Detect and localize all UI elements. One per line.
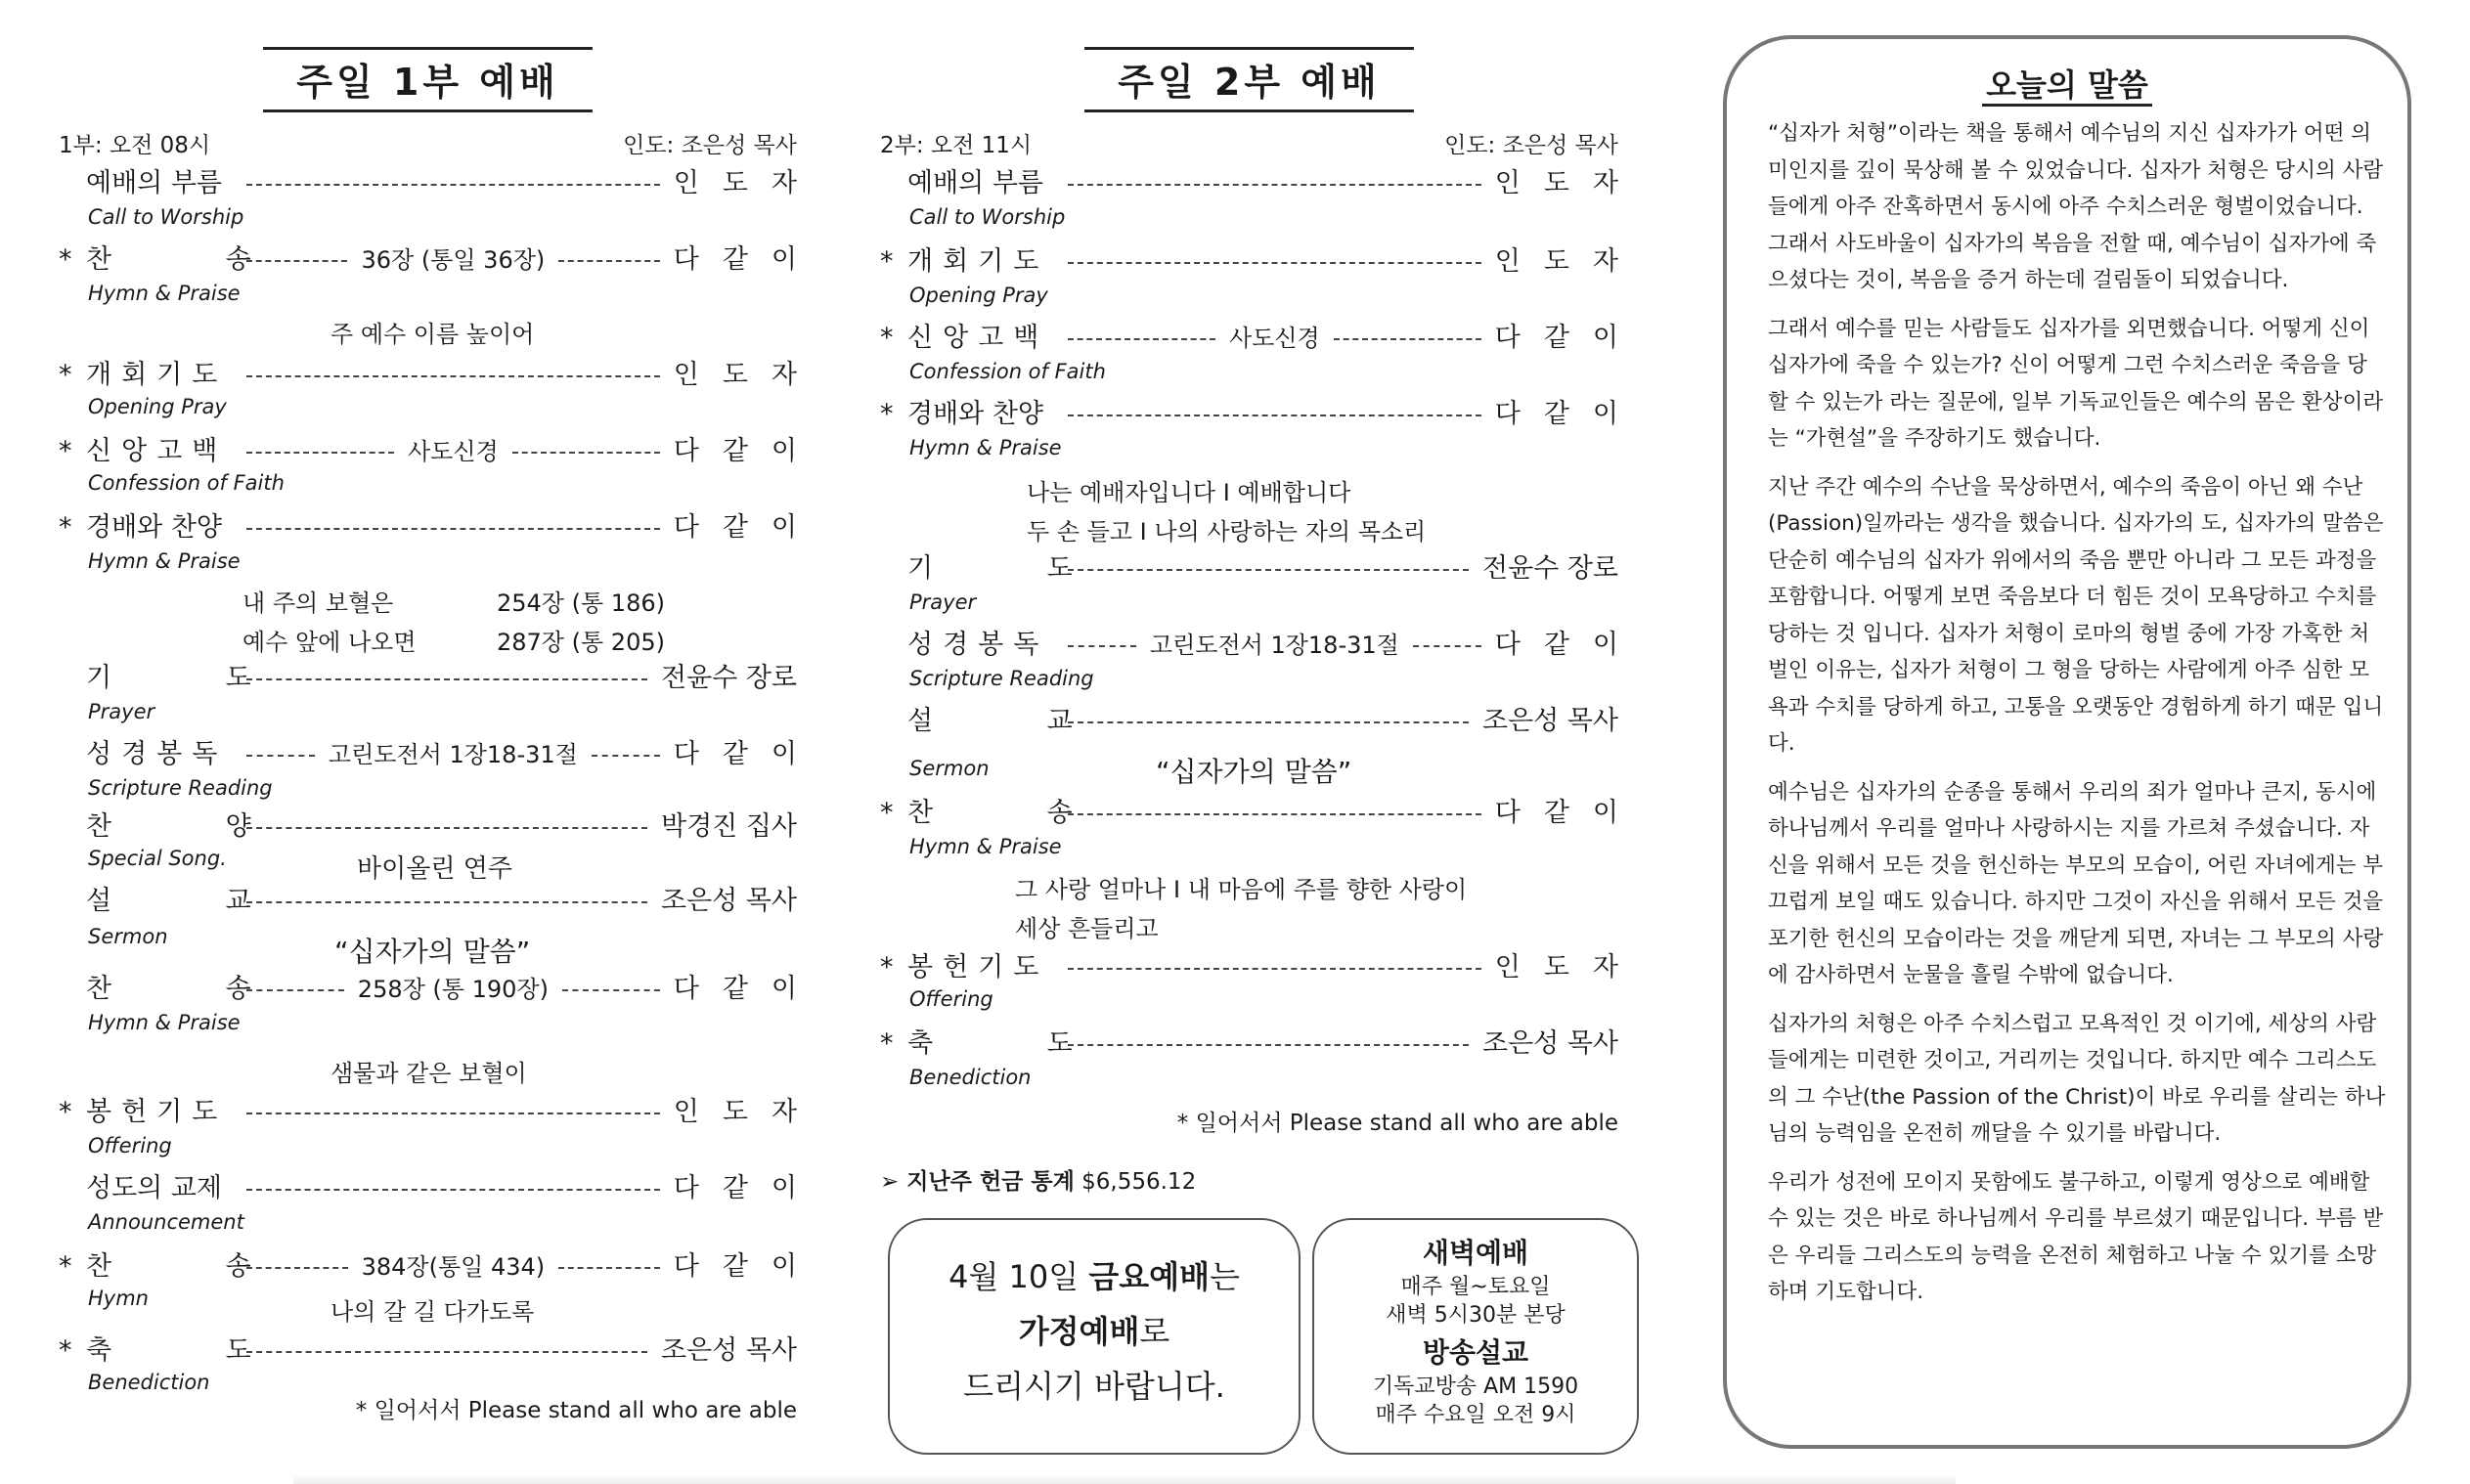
order-item-english: Offering bbox=[909, 987, 993, 1011]
stand-marker: * bbox=[59, 1251, 72, 1282]
service1-meta bbox=[59, 127, 797, 159]
service2-praise1: 나는 예배자입니다 I 예배합니다 bbox=[1027, 479, 1351, 506]
order-item bbox=[59, 807, 797, 847]
order-item-label: 찬 송 bbox=[86, 974, 304, 1004]
order-item-leader: 인도자 bbox=[673, 168, 820, 198]
order-item-english: Scripture Reading bbox=[909, 667, 1094, 690]
order-item-english: Confession of Faith bbox=[909, 360, 1106, 383]
stand-marker bbox=[880, 626, 907, 665]
order-item-leader: 인도자 bbox=[1494, 168, 1642, 198]
service1-stand-note: * 일어서서 Please stand all who are able bbox=[355, 1398, 797, 1423]
leader-dashes bbox=[246, 659, 647, 680]
stand-marker bbox=[880, 164, 907, 203]
word-paragraph: “십자가 처형”이라는 책을 통해서 예수님의 지신 십자가가 어떤 의미인지를 깊이 묵상해 볼 수 있었습니다. 십자가 처형은 당시의 사람들에게 아주 잔혹하면서 동시에 아주 수치스러운 형벌이었습니다. 그래서 사도바울이 십자가의 복음을 전할 때, 예수님이 십자가에 죽으셨다는 것이, 복음을 증거 하는데 걸림돌이 되었습니다. bbox=[1768, 121, 2384, 292]
dawn-line2: 새벽 5시30분 본당 bbox=[1386, 1303, 1566, 1328]
order-item bbox=[880, 319, 1642, 358]
order-item-english: Hymn bbox=[88, 1287, 149, 1310]
order-item-label: 봉헌기도 bbox=[86, 1097, 228, 1127]
leader-dashes bbox=[246, 882, 647, 903]
broadcast-line1: 기독교방송 AM 1590 bbox=[1372, 1375, 1579, 1399]
leader-dashes bbox=[246, 432, 394, 454]
order-item-label: 경배와 찬양 bbox=[907, 399, 1043, 429]
stand-marker bbox=[59, 164, 86, 203]
order-item bbox=[59, 1247, 820, 1287]
order-item bbox=[59, 735, 820, 774]
service2-leader: 인도: 조은성 목사 bbox=[1444, 133, 1618, 158]
order-item-english: Prayer bbox=[88, 700, 155, 723]
leader-dashes bbox=[1068, 702, 1469, 723]
service1-sermon-title: “십자가의 말씀” bbox=[334, 936, 531, 968]
order-item-english: Sermon bbox=[909, 757, 990, 780]
order-item-english: Confession of Faith bbox=[88, 471, 285, 495]
order-item-detail: 384장(통일 434) bbox=[361, 1253, 546, 1281]
todays-word-title: 오늘의 말씀 bbox=[1727, 61, 2407, 106]
order-item-leader: 인도자 bbox=[673, 1097, 820, 1127]
order-item bbox=[59, 432, 820, 471]
order-item-detail: 사도신경 bbox=[1229, 325, 1320, 352]
order-item bbox=[880, 164, 1642, 203]
order-item-label: 예배의 부름 bbox=[86, 168, 222, 198]
service1-leader: 인도: 조은성 목사 bbox=[623, 133, 797, 158]
offering-stats bbox=[880, 1163, 1196, 1196]
order-item-leader: 다같이 bbox=[673, 1251, 820, 1282]
service1-hymn1-title: 주 예수 이름 높이어 bbox=[331, 321, 535, 348]
order-item bbox=[59, 882, 797, 921]
leader-dashes bbox=[1068, 395, 1481, 416]
notice-line3: 드리시기 바랍니다. bbox=[963, 1368, 1225, 1405]
service2-hymn1: 그 사랑 얼마나 I 내 마음에 주를 향한 사랑이 bbox=[1015, 876, 1468, 903]
stand-marker bbox=[880, 549, 907, 589]
service1-hymn2-title: 샘물과 같은 보혈이 bbox=[331, 1060, 527, 1087]
order-item-english: Prayer bbox=[909, 590, 977, 614]
leader-dashes bbox=[246, 1331, 647, 1353]
order-item bbox=[880, 395, 1642, 434]
order-item-label: 찬 송 bbox=[86, 244, 304, 275]
order-item-leader: 다같이 bbox=[1494, 323, 1642, 353]
order-item-label: 성도의 교제 bbox=[86, 1173, 222, 1203]
order-item-leader: 인도자 bbox=[1494, 952, 1642, 982]
order-item-label: 봉헌기도 bbox=[907, 952, 1049, 982]
order-item-english: Hymn & Praise bbox=[88, 282, 241, 305]
order-item-label: 설 교 bbox=[86, 886, 304, 916]
service2-hymn2: 세상 흔들리고 bbox=[1015, 915, 1159, 942]
service2-title: 주일 2부 예배 bbox=[880, 47, 1618, 112]
leader-dashes bbox=[592, 735, 660, 757]
order-item-label: 찬 양 bbox=[86, 811, 304, 842]
order-item-leader: 인도자 bbox=[1494, 246, 1642, 277]
leader-dashes bbox=[1068, 319, 1215, 340]
leader-dashes bbox=[1068, 549, 1469, 571]
order-item-english: Call to Worship bbox=[88, 205, 244, 229]
service1-praise-song2: 예수 앞에 나오면 bbox=[243, 629, 417, 656]
order-item bbox=[880, 948, 1642, 987]
stand-marker: * bbox=[59, 512, 72, 543]
stand-marker: * bbox=[880, 246, 894, 277]
leader-dashes bbox=[1068, 242, 1481, 264]
leader-dashes bbox=[246, 508, 660, 530]
stand-marker bbox=[59, 735, 86, 774]
stand-marker bbox=[59, 807, 86, 847]
service2-sermon-title: “십자가의 말씀” bbox=[1156, 756, 1352, 788]
leader-dashes bbox=[558, 1247, 660, 1269]
service1-praise-num2: 287장 (통 205) bbox=[497, 629, 665, 656]
order-item-leader: 조은성 목사 bbox=[1482, 706, 1618, 736]
order-item-label: 성경봉독 bbox=[907, 630, 1049, 660]
order-item bbox=[880, 549, 1618, 589]
order-item-label: 축 도 bbox=[907, 1028, 1125, 1059]
order-item-leader: 다같이 bbox=[1494, 798, 1642, 828]
order-item-label: 기 도 bbox=[907, 553, 1125, 584]
order-item-leader: 다같이 bbox=[1494, 399, 1642, 429]
stand-marker: * bbox=[59, 244, 72, 275]
order-item-label: 성경봉독 bbox=[86, 739, 228, 769]
order-item-leader: 전윤수 장로 bbox=[661, 663, 797, 693]
order-item-leader: 다같이 bbox=[673, 436, 820, 466]
order-item bbox=[59, 508, 820, 547]
order-item bbox=[880, 626, 1642, 665]
order-item-english: Announcement bbox=[88, 1210, 244, 1234]
order-item bbox=[59, 356, 820, 395]
order-item-leader: 전윤수 장로 bbox=[1482, 553, 1618, 584]
stand-marker: * bbox=[59, 436, 72, 466]
offering-label: ➢ 지난주 헌금 통계 bbox=[880, 1169, 1075, 1195]
order-item bbox=[59, 970, 820, 1009]
order-item bbox=[59, 1093, 820, 1132]
stand-marker: * bbox=[59, 1097, 72, 1127]
page-bottom-edge bbox=[293, 1476, 1956, 1484]
stand-marker: * bbox=[59, 360, 72, 390]
todays-word-body bbox=[1768, 115, 2386, 1323]
order-item-leader: 인도자 bbox=[673, 360, 820, 390]
leader-dashes bbox=[246, 356, 660, 377]
leader-dashes bbox=[1068, 626, 1136, 647]
stand-marker: * bbox=[59, 1335, 72, 1366]
order-item-english: Opening Pray bbox=[909, 284, 1048, 307]
stand-marker: * bbox=[880, 952, 894, 982]
order-item-detail: 36장 (통일 36장) bbox=[361, 246, 546, 274]
order-item-leader: 조은성 목사 bbox=[1482, 1028, 1618, 1059]
order-item-label: 기 도 bbox=[86, 663, 304, 693]
leader-dashes bbox=[246, 240, 347, 262]
order-item-english: Hymn & Praise bbox=[88, 549, 241, 573]
stand-marker: * bbox=[880, 323, 894, 353]
order-item-label: 신앙고백 bbox=[907, 323, 1049, 353]
leader-dashes bbox=[558, 240, 659, 262]
order-item-english: Offering bbox=[88, 1134, 172, 1157]
stand-marker bbox=[59, 970, 86, 1009]
order-item-english: Scripture Reading bbox=[88, 776, 273, 800]
broadcast-title: 방송설교 bbox=[1422, 1336, 1529, 1369]
order-item-detail: 고린도전서 1장18-31절 bbox=[328, 741, 578, 768]
order-item bbox=[880, 794, 1642, 833]
todays-word-panel bbox=[1723, 35, 2411, 1449]
broadcast-line2: 매주 수요일 오전 9시 bbox=[1375, 1403, 1576, 1427]
friday-notice-box bbox=[888, 1218, 1301, 1455]
word-paragraph: 지난 주간 예수의 수난을 묵상하면서, 예수의 죽음이 아닌 왜 수난(Passion)일까라는 생각을 했습니다. 십자가의 도, 십자가의 말씀은 단순히 예수님의 십자가 위에서의 죽음 뿐만 아니라 그 모든 과정을 포함합니다. 어떻게 보면 죽음보다 더 힘든 것이 모욕당하고 수치를 당하는 것 입니다. 십자가 처형이 로마의 형벌 중에 가장 가혹한 처벌인 이유는, 십자가 처형이 그 형을 당하는 사람에게 아주 심한 모욕과 수치를 당하게 하고, 고통을 오랫동안 경험하게 하기 때문 입니다. bbox=[1768, 474, 2384, 756]
order-item-english: Benediction bbox=[88, 1371, 210, 1394]
order-item-english: Call to Worship bbox=[909, 205, 1066, 229]
leader-dashes bbox=[246, 1247, 348, 1269]
order-item-leader: 다같이 bbox=[673, 244, 820, 275]
leader-dashes bbox=[1068, 164, 1481, 186]
order-item-label: 예배의 부름 bbox=[907, 168, 1043, 198]
leader-dashes bbox=[1068, 948, 1481, 970]
order-item-leader: 다같이 bbox=[673, 739, 820, 769]
order-item bbox=[59, 1331, 797, 1371]
order-item-english: Hymn & Praise bbox=[909, 436, 1062, 459]
leader-dashes bbox=[246, 970, 344, 991]
dawn-title: 새벽예배 bbox=[1422, 1237, 1529, 1269]
leader-dashes bbox=[1068, 1025, 1469, 1046]
stand-marker bbox=[59, 882, 86, 921]
order-item bbox=[59, 164, 820, 203]
service2-stand-note: * 일어서서 Please stand all who are able bbox=[1176, 1111, 1618, 1136]
stand-marker: * bbox=[880, 1028, 894, 1059]
order-item-label: 경배와 찬양 bbox=[86, 512, 222, 543]
leader-dashes bbox=[246, 1093, 660, 1114]
service1-time: 1부: 오전 08시 bbox=[59, 133, 211, 158]
order-item-detail: 고린도전서 1장18-31절 bbox=[1149, 632, 1399, 659]
leader-dashes bbox=[1068, 794, 1481, 815]
word-paragraph: 십자가의 처형은 아주 수치스럽고 모욕적인 것 이기에, 세상의 사람들에게는 미련한 것이고, 거리끼는 것입니다. 하지만 예수 그리스도의 그 수난(the Passion of the Christ)이 바로 우리를 살리는 하나님의 능력임을 온전히 깨달을 수 있기를 바랍니다. bbox=[1768, 1011, 2386, 1146]
order-item-leader: 다같이 bbox=[673, 512, 820, 543]
order-item-label: 찬 송 bbox=[907, 798, 1125, 828]
order-item bbox=[59, 1169, 820, 1208]
leader-dashes bbox=[246, 164, 660, 186]
service2-praise2: 두 손 들고 I 나의 사랑하는 자의 목소리 bbox=[1027, 518, 1427, 546]
order-item-detail: 사도신경 bbox=[408, 438, 499, 465]
order-item bbox=[59, 659, 797, 698]
order-item-leader: 다같이 bbox=[673, 974, 820, 1004]
order-item-label: 개회기도 bbox=[86, 360, 228, 390]
leader-dashes bbox=[246, 807, 647, 829]
order-item-english: Hymn & Praise bbox=[88, 1011, 241, 1034]
stand-marker: * bbox=[880, 798, 894, 828]
service1-praise-num1: 254장 (통 186) bbox=[497, 589, 665, 617]
stand-marker: * bbox=[880, 399, 894, 429]
word-paragraph: 그래서 예수를 믿는 사람들도 십자가를 외면했습니다. 어떻게 신이 십자가에 죽을 수 있는가? 신이 어떻게 그런 수치스러운 죽음을 당할 수 있는가 라는 질문에, 일부 기독교인들은 예수의 몸은 환상이라는 “가현설”을 주장하기도 했습니다. bbox=[1768, 316, 2384, 451]
leader-dashes bbox=[512, 432, 660, 454]
leader-dashes bbox=[246, 735, 315, 757]
order-item bbox=[59, 240, 820, 280]
word-paragraph: 예수님은 십자가의 순종을 통해서 우리의 죄가 얼마나 큰지, 동시에 하나님께서 우리를 얼마나 사랑하시는 지를 가르쳐 주셨습니다. 자신을 위해서 모든 것을 헌신하는 부모의 모습이, 어린 자녀에게는 부끄럽게 보일 때도 있습니다. 하지만 그것이 자신을 위해서 모든 것을 포기한 헌신의 모습이라는 것을 깨닫게 되면, 자녀는 그 부모의 사랑에 감사하면서 눈물을 흘릴 수밖에 없습니다. bbox=[1768, 779, 2384, 987]
order-item-detail: 258장 (통 190장) bbox=[357, 976, 549, 1003]
order-item bbox=[880, 242, 1642, 282]
service2-meta bbox=[880, 127, 1618, 159]
service1-hymn3-title: 나의 갈 길 다가도록 bbox=[331, 1298, 535, 1326]
order-item-english: Sermon bbox=[88, 925, 168, 948]
order-item-label: 축 도 bbox=[86, 1335, 304, 1366]
order-item-english: Opening Pray bbox=[88, 395, 227, 418]
notice-line1: 4월 10일 금요예배는 bbox=[948, 1258, 1240, 1295]
leader-dashes bbox=[1413, 626, 1481, 647]
order-item-english: Special Song. bbox=[88, 847, 227, 870]
service2-time: 2부: 오전 11시 bbox=[880, 133, 1033, 158]
order-item-english: Benediction bbox=[909, 1066, 1032, 1089]
offering-amount: $6,556.12 bbox=[1081, 1169, 1197, 1195]
stand-marker bbox=[59, 659, 86, 698]
word-paragraph: 우리가 성전에 모이지 못함에도 불구하고, 이렇게 영상으로 예배할 수 있는 것은 바로 하나님께서 우리를 부르셨기 때문입니다. 부름 받은 우리들 그리스도의 능력을 온전히 체험하고 나눌 수 있기를 소망하며 기도합니다. bbox=[1768, 1169, 2384, 1304]
service1-special-note: 바이올린 연주 bbox=[357, 854, 512, 884]
stand-marker bbox=[59, 1169, 86, 1208]
leader-dashes bbox=[562, 970, 660, 991]
notice-line2: 가정예배로 bbox=[1018, 1313, 1170, 1350]
order-item-leader: 박경진 집사 bbox=[661, 811, 797, 842]
order-item-label: 개회기도 bbox=[907, 246, 1049, 277]
leader-dashes bbox=[1334, 319, 1481, 340]
dawn-line1: 매주 월~토요일 bbox=[1400, 1275, 1551, 1299]
leader-dashes bbox=[246, 1169, 660, 1191]
order-item bbox=[880, 1025, 1618, 1064]
order-item-english: Hymn & Praise bbox=[909, 835, 1062, 858]
order-item bbox=[880, 702, 1618, 741]
order-item-leader: 다같이 bbox=[673, 1173, 820, 1203]
order-item-leader: 다같이 bbox=[1494, 630, 1642, 660]
order-item-leader: 조은성 목사 bbox=[661, 1335, 797, 1366]
service1-praise-song1: 내 주의 보혈은 bbox=[243, 589, 394, 617]
stand-marker bbox=[880, 702, 907, 741]
order-item-label: 신앙고백 bbox=[86, 436, 228, 466]
order-item-leader: 조은성 목사 bbox=[661, 886, 797, 916]
service1-title: 주일 1부 예배 bbox=[59, 47, 797, 112]
order-item-label: 설 교 bbox=[907, 706, 1125, 736]
schedule-box bbox=[1312, 1218, 1639, 1455]
order-item-label: 찬 송 bbox=[86, 1251, 304, 1282]
